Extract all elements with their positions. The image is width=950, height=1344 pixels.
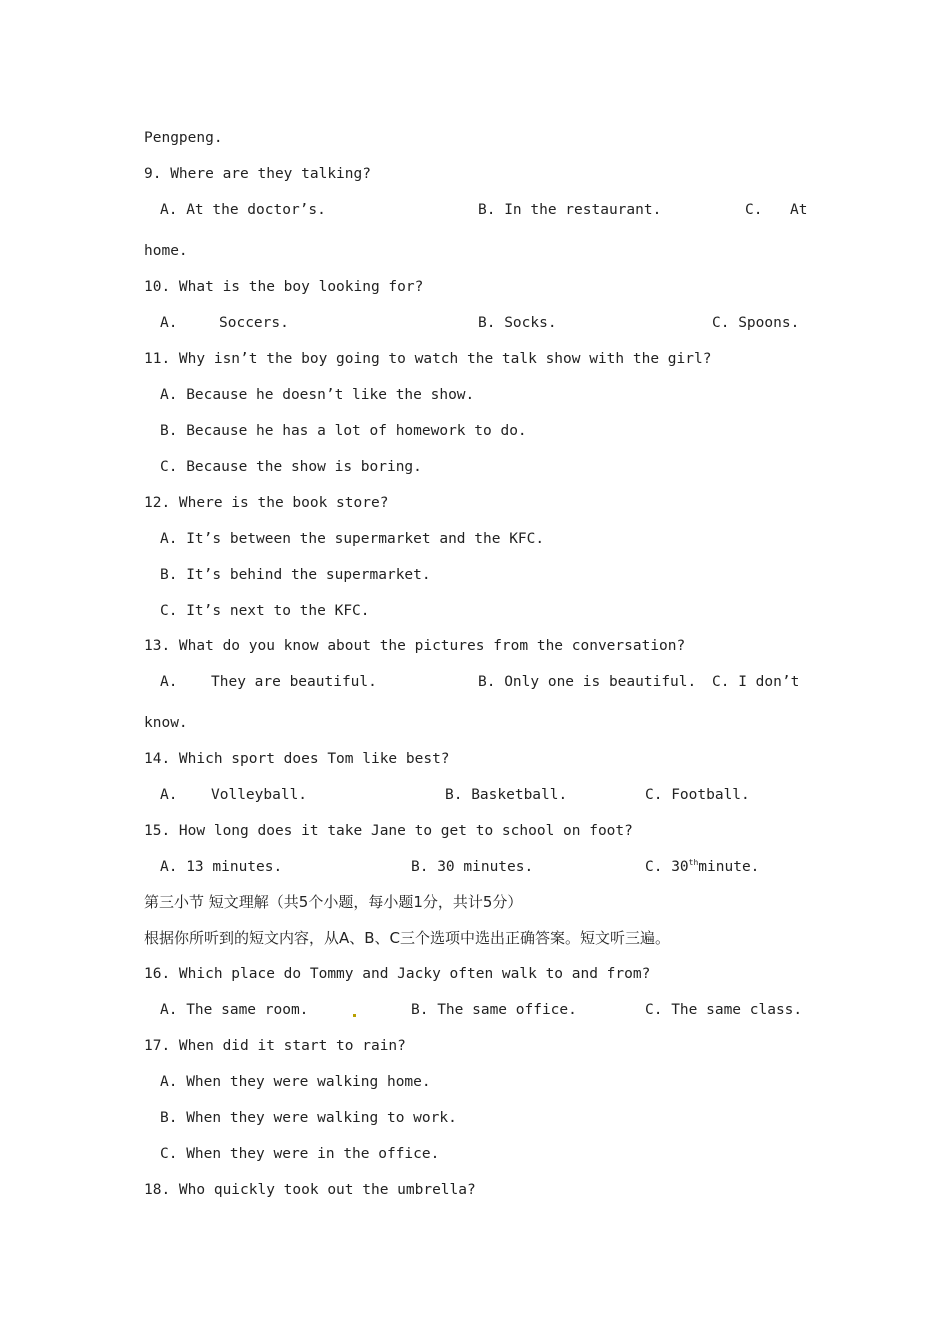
q15-option-c-unit: minute. <box>698 859 760 875</box>
q9-option-c-text: At <box>790 202 808 218</box>
q12-option-c: C. It’s next to the KFC. <box>160 603 370 619</box>
q15-ordinal-suffix: th <box>688 858 699 868</box>
question-18: 18. Who quickly took out the umbrella? <box>144 1182 476 1198</box>
q13-option-b: B. Only one is beautiful. <box>478 674 697 690</box>
q10-option-c: C. Spoons. <box>712 315 800 331</box>
q11-option-c: C. Because the show is boring. <box>160 459 422 475</box>
q12-option-b: B. It’s behind the supermarket. <box>160 567 431 583</box>
continued-text: Pengpeng. <box>144 130 223 146</box>
question-11: 11. Why isn’t the boy going to watch the talk show with the girl? <box>144 351 712 367</box>
stray-mark <box>353 1014 356 1017</box>
section-3-heading: 第三小节 短文理解（共5个小题，每小题1分，共计5分） <box>144 893 523 911</box>
question-15: 15. How long does it take Jane to get to school on foot? <box>144 823 633 839</box>
question-9: 9. Where are they talking? <box>144 166 371 182</box>
question-13: 13. What do you know about the pictures from the conversation? <box>144 638 686 654</box>
q15-option-a: A. 13 minutes. <box>160 859 283 875</box>
q15-option-b: B. 30 minutes. <box>411 859 534 875</box>
q14-option-a-text: Volleyball. <box>211 787 308 803</box>
q17-option-c: C. When they were in the office. <box>160 1146 440 1162</box>
q13-option-a: A. <box>160 674 178 690</box>
q9-option-c: C. <box>745 202 763 218</box>
question-10: 10. What is the boy looking for? <box>144 279 424 295</box>
q15-option-c <box>645 858 759 876</box>
q11-option-a: A. Because he doesn’t like the show. <box>160 387 475 403</box>
q9-option-a: A. At the doctor’s. <box>160 202 326 218</box>
q15-option-c-number: C. 30 <box>645 859 689 875</box>
q9-option-c-cont: home. <box>144 243 188 259</box>
q14-option-c: C. Football. <box>645 787 750 803</box>
q10-option-a-text: Soccers. <box>219 315 289 331</box>
q17-option-a: A. When they were walking home. <box>160 1074 431 1090</box>
q13-option-c-cont: know. <box>144 715 188 731</box>
q13-option-a-text: They are beautiful. <box>211 674 377 690</box>
q10-option-a: A. <box>160 315 178 331</box>
q16-option-b: B. The same office. <box>411 1002 577 1018</box>
question-17: 17. When did it start to rain? <box>144 1038 406 1054</box>
q9-option-b: B. In the restaurant. <box>478 202 662 218</box>
q13-option-c: C. I don’t <box>712 674 800 690</box>
q14-option-a: A. <box>160 787 178 803</box>
question-16: 16. Which place do Tommy and Jacky often walk to and from? <box>144 966 651 982</box>
q17-option-b: B. When they were walking to work. <box>160 1110 457 1126</box>
q12-option-a: A. It’s between the supermarket and the KFC. <box>160 531 545 547</box>
q16-option-a: A. The same room. <box>160 1002 309 1018</box>
question-14: 14. Which sport does Tom like best? <box>144 751 450 767</box>
question-12: 12. Where is the book store? <box>144 495 389 511</box>
section-3-instructions: 根据你所听到的短文内容，从A、B、C三个选项中选出正确答案。短文听三遍。 <box>144 929 671 947</box>
q14-option-b: B. Basketball. <box>445 787 568 803</box>
q10-option-b: B. Socks. <box>478 315 557 331</box>
q16-option-c: C. The same class. <box>645 1002 803 1018</box>
q11-option-b: B. Because he has a lot of homework to do. <box>160 423 527 439</box>
